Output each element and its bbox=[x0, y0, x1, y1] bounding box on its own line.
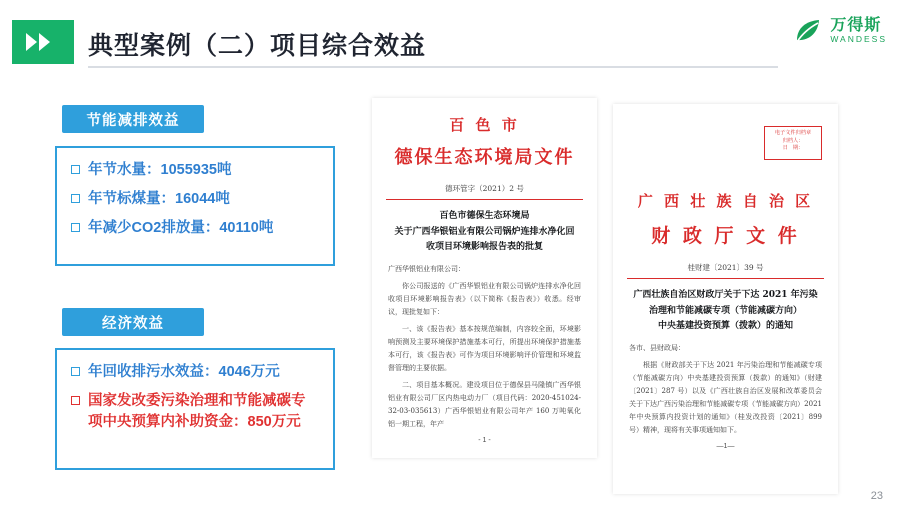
document-image-guangxi-finance bbox=[613, 104, 838, 494]
doc1-body-p4: 二、项目基本概况。建设项目位于德保县马隆镇广西华银铝业有限公司厂区内热电动力厂（项目代码：2020-451024-32-03-035613）广西华银铝业有限公司年产 160 万吨氧化铝一期工程，年产 bbox=[388, 380, 581, 428]
doc1-header-line2: 德保生态环境局文件 bbox=[394, 147, 575, 168]
doc2-title-line3: 中央基建投资预算（拨款）的通知 bbox=[657, 320, 793, 331]
header-divider bbox=[88, 66, 778, 68]
wandess-leaf-logo-icon bbox=[793, 16, 823, 46]
square-bullet-icon bbox=[71, 165, 80, 174]
doc1-body bbox=[388, 263, 581, 430]
double-chevron-right-icon bbox=[12, 20, 74, 64]
square-bullet-icon bbox=[71, 194, 80, 203]
doc2-title-line2: 治理和节能减碳专项（节能减碳方向） bbox=[648, 305, 802, 316]
square-bullet-icon bbox=[71, 223, 80, 232]
energy-benefits-panel bbox=[55, 146, 335, 266]
doc2-header-line2: 财 政 厅 文 件 bbox=[651, 225, 800, 247]
doc2-red-divider bbox=[627, 278, 824, 279]
doc2-title-line1: 广西壮族自治区财政厅关于下达 2021 年污染 bbox=[633, 290, 818, 301]
list-item bbox=[71, 391, 319, 433]
square-bullet-icon bbox=[71, 396, 80, 405]
doc1-body-p2: 你公司报送的《广西华银铝业有限公司锅炉连排水净化回收项目环境影响报告表》（以下简称《报告表》）收悉。经审议，现批复如下： bbox=[388, 282, 581, 317]
doc1-title-line1: 百色市德保生态环境局 bbox=[439, 211, 530, 222]
doc1-page-label: - 1 - bbox=[478, 436, 491, 444]
doc2-body-p1: 各市、县财政局： bbox=[629, 344, 685, 353]
doc1-red-divider bbox=[386, 199, 583, 200]
list-item-label: 年减少CO2排放量：40110吨 bbox=[88, 220, 274, 237]
list-item-label: 年节水量：1055935吨 bbox=[88, 162, 232, 178]
section-tab-energy: 节能减排效益 bbox=[62, 105, 204, 133]
doc1-body-p1: 广西华银铝业有限公司： bbox=[388, 265, 465, 274]
doc1-header-line1: 百 色 市 bbox=[449, 116, 520, 134]
section-tab-economy: 经济效益 bbox=[62, 308, 204, 336]
doc2-page-label: —1— bbox=[716, 442, 735, 450]
doc2-header-line1: 广 西 壮 族 自 治 区 bbox=[637, 192, 814, 210]
doc1-number: 德环管字（2021）2 号 bbox=[445, 184, 524, 193]
electronic-archive-seal-icon: 电子文件归档章 归档人： 日 期： bbox=[764, 126, 822, 160]
doc2-body-p2: 根据《财政部关于下达 2021 年污染治理和节能减碳专项（节能减碳方向）中央基建投资预算（拨款）的通知》（财建〔2021〕287 号）以及《广西壮族自治区发展和改革委员会关于下达广西污染治理和节能减碳专项（节能减碳方向）2021 年中央预算内投资计划的通知》（桂发改投资〔2021〕899 号）精神，现将有关事项通知如下。 bbox=[629, 361, 822, 434]
list-item-label: 年回收排污水效益：4046万元 bbox=[88, 364, 280, 380]
list-item bbox=[71, 362, 319, 383]
doc2-number: 桂财建〔2021〕39 号 bbox=[687, 263, 764, 272]
page-title: 典型案例（二）项目综合效益 bbox=[88, 32, 427, 60]
slide-page-number: 23 bbox=[870, 490, 883, 502]
logo-name-cn: 万得斯 bbox=[830, 17, 882, 35]
doc1-title-line3: 收项目环境影响报告表的批复 bbox=[425, 241, 543, 252]
doc2-body bbox=[629, 342, 822, 437]
list-item-label: 国家发改委污染治理和节能减碳专项中央预算内补助资金：850万元 bbox=[88, 393, 306, 431]
document-image-baise-debao bbox=[372, 98, 597, 458]
square-bullet-icon bbox=[71, 367, 80, 376]
list-item bbox=[71, 160, 319, 181]
brand-logo bbox=[793, 16, 887, 46]
list-item bbox=[71, 189, 319, 210]
doc1-body-p3: 一、该《报告表》基本按规范编制，内容较全面，环境影响预测及主要环境保护措施基本可行，所提出环境保护措施基本可行，该《报告表》可作为项目环境影响评价管理和环境监督管理的主要依据。 bbox=[388, 325, 581, 372]
list-item bbox=[71, 218, 319, 239]
list-item-label: 年节标煤量：16044吨 bbox=[88, 191, 230, 208]
doc1-title-line2: 关于广西华银铝业有限公司锅炉连排水净化回 bbox=[394, 226, 575, 237]
logo-name-en: WANDESS bbox=[830, 33, 887, 44]
economic-benefits-panel bbox=[55, 348, 335, 470]
